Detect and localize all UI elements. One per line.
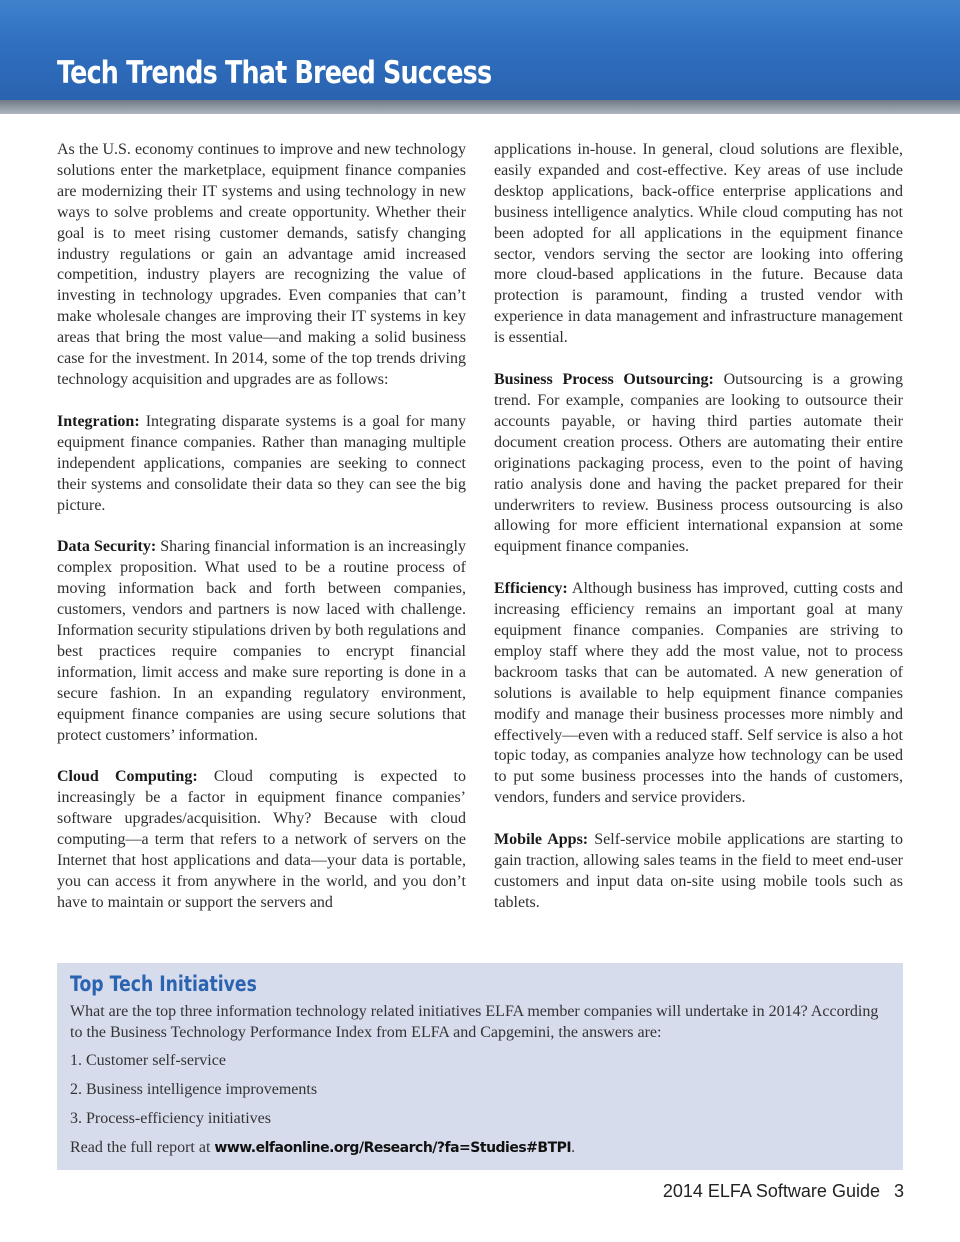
paragraph-text: Self-service mobile applications are starting to gain traction, allowing sales teams in the field to meet end-user customers and input data on-site using mobile tools such as tablets. xyxy=(494,831,904,911)
paragraph-heading: Business Process Outsourcing: xyxy=(494,371,714,389)
footer-suffix: . xyxy=(571,1139,576,1156)
integration-paragraph xyxy=(57,412,466,517)
paragraph-text: applications in-house. In general, cloud solutions are flexible, easily expanded and cost-effective. Key areas of use include desktop applications, back-office enterprise applications and business intelligence analytics. While cloud computing has not been adopted for all applications in the equipment finance sector, vendors serving the sector are looking into offering more cloud-based applications in the future. Because data protection is paramount, finding a trusted vendor with experience in data management and infrastructure management is essential. xyxy=(494,141,903,347)
paragraph-heading: Efficiency: xyxy=(494,580,568,598)
list-item: 1. Customer self-service xyxy=(70,1052,226,1069)
guide-title: 2014 ELFA Software Guide xyxy=(662,1181,880,1201)
footer-prefix: Read the full report at xyxy=(70,1139,215,1156)
sidebar-footer xyxy=(70,1137,890,1159)
paragraph-text: Although business has improved, cutting costs and increasing efficiency remains an important goal at many equipment finance companies. Companies are striving to employ staff where they add the most value, not to process backroom tasks that can be automated. A new generation of solutions is available to help equipment finance companies modify and manage their business processes more nimbly and effectively—even with a reduced staff. Self service is also a hot topic today, as companies analyze how technology can be used to put some business processes into the hands of customers, vendors, funders and service providers. xyxy=(494,580,903,807)
paragraph-text: As the U.S. economy continues to improve and new technology solutions enter the marketplace, equipment finance companies are modernizing their IT systems and using technology in new ways to solve problems and create opportunity. Whether their goal is to meet rising customer demands, satisfy changing industry regulations or gain an advantage amid increased competition, industry players are recognizing the value of investing in technology upgrades. Even companies that can’t make wholesale changes are improving their IT systems in key areas that bring the most value—and making a solid business case for the investment. In 2014, some of the top trends driving technology acquisition and upgrades are as follows: xyxy=(57,141,466,388)
mobile-apps-paragraph xyxy=(494,830,903,914)
intro-paragraph xyxy=(57,140,466,391)
paragraph-text: Cloud computing is expected to increasingly be a factor in equipment finance companies’ software upgrades/acquisition. Why? Because with cloud computing—a term that refers to a network of servers on the Internet that host applications and data—your data is portable, you can access it from anywhere in the world, and you don’t have to maintain or support the servers and xyxy=(57,768,466,911)
paragraph-text: Integrating disparate systems is a goal for many equipment finance companies. Rather than managing multiple independent applications, companies are seeking to connect their systems and consolidate their data so they can see the big picture. xyxy=(57,412,467,514)
right-column xyxy=(494,140,903,935)
cloud-computing-paragraph xyxy=(57,767,466,913)
list-item: 3. Process-efficiency initiatives xyxy=(70,1110,271,1127)
initiatives-list xyxy=(70,1050,890,1129)
paragraph-heading: Integration: xyxy=(57,412,140,430)
cloud-continued-paragraph xyxy=(494,140,903,349)
data-security-paragraph xyxy=(57,537,466,746)
paragraph-heading: Mobile Apps: xyxy=(494,831,589,849)
top-tech-initiatives-box xyxy=(57,963,903,1170)
paragraph-heading: Cloud Computing: xyxy=(57,768,198,786)
paragraph-text: Sharing financial information is an increasingly complex proposition. What used to be a routine process of moving information back and forth between companies, customers, vendors and partners is now laced with challenge. Information security stipulations driven by both regulations and best practices require companies to encrypt financial information, limit access and make sure reporting is done in a secure fashion. In an expanding regulatory environment, equipment finance companies are using secure solutions that protect customers’ information. xyxy=(57,538,466,744)
paragraph-heading: Data Security: xyxy=(57,538,157,556)
paragraph-text: Outsourcing is a growing trend. For example, companies are looking to outsource their accounts payable, or having third parties automate their document creation process. Others are automating their entire originations packaging process, even to the point of having ratio analysis done and having the packet prepared for their underwriters to review. Business process outsourcing is also allowing for more efficient international expansion at some equipment finance companies. xyxy=(494,371,904,556)
report-link[interactable]: www.elfaonline.org/Research/?fa=Studies#BTPI xyxy=(214,1140,572,1156)
page-title: Tech Trends That Breed Success xyxy=(57,55,492,91)
efficiency-paragraph xyxy=(494,579,903,809)
page-header xyxy=(0,0,960,100)
page-footer xyxy=(663,1181,904,1202)
page-number: 3 xyxy=(893,1181,904,1201)
sidebar-intro: What are the top three information technology related initiatives ELFA member companies will undertake in 2014? According to the Business Technology Performance Index from ELFA and Capgemini, the answers are: xyxy=(70,1003,879,1041)
list-item: 2. Business intelligence improvements xyxy=(70,1081,318,1098)
outsourcing-paragraph xyxy=(494,370,903,558)
left-column xyxy=(57,140,466,935)
sidebar-title: Top Tech Initiatives xyxy=(70,972,257,996)
